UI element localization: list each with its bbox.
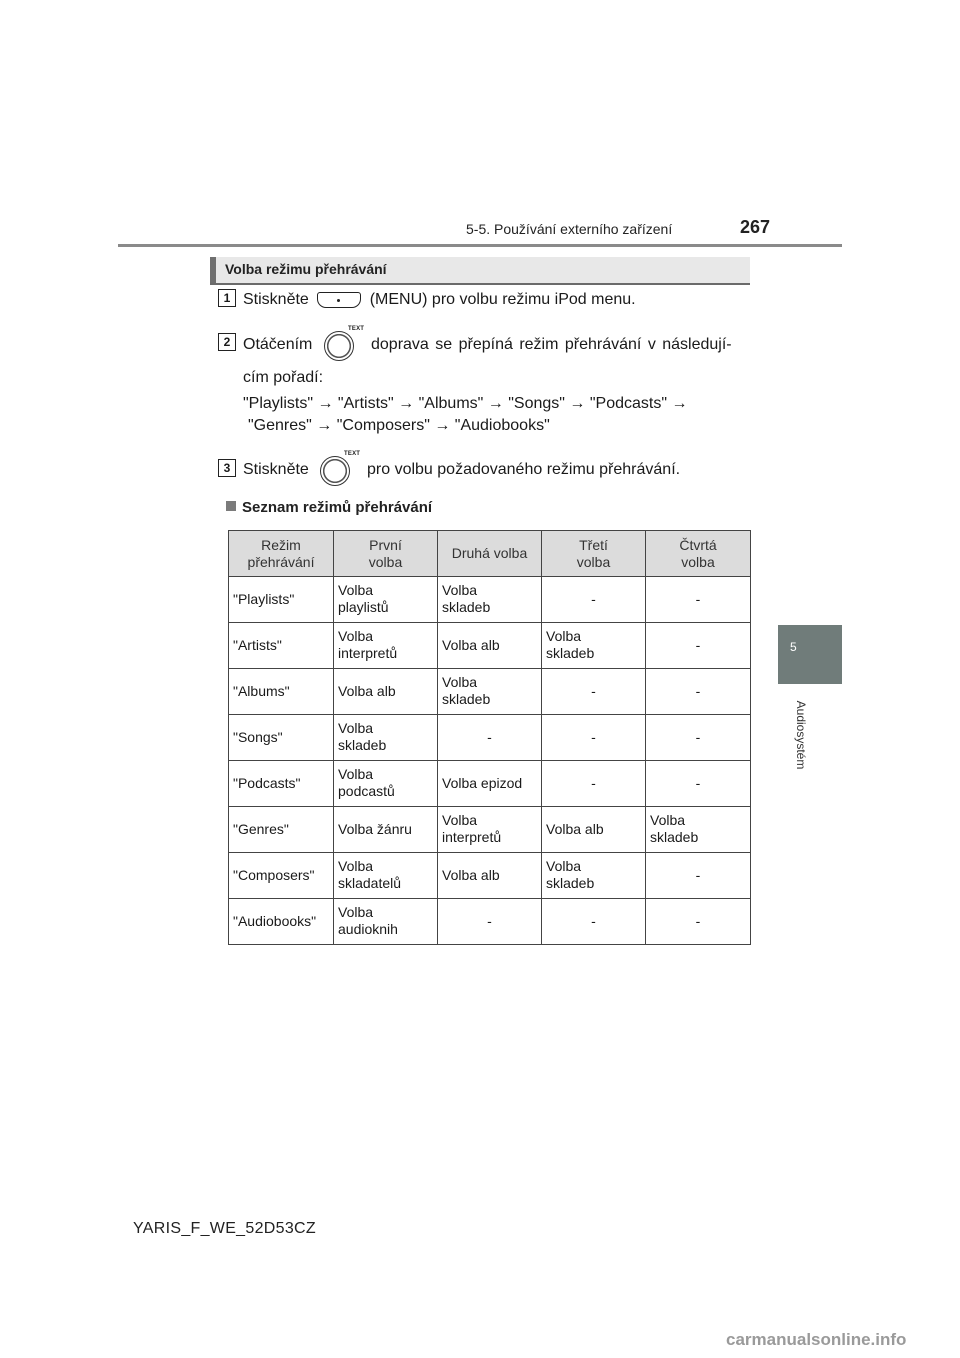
table-row bbox=[229, 623, 751, 669]
table-row bbox=[229, 899, 751, 945]
step-number-2: 2 bbox=[218, 333, 236, 351]
subheading-text: Seznam režimů přehrávání bbox=[242, 499, 433, 516]
step-1-after: (MENU) pro volbu režimu iPod menu. bbox=[369, 291, 636, 308]
mode-name-cell: "Playlists" bbox=[229, 577, 334, 623]
selection-cell: Volba alb bbox=[438, 623, 542, 669]
section-heading-bar bbox=[210, 257, 750, 285]
selection-cell: Volba alb bbox=[542, 807, 646, 853]
selection-cell: Volba epizod bbox=[438, 761, 542, 807]
selection-cell: - bbox=[646, 715, 751, 761]
selection-cell: Volba skladeb bbox=[542, 623, 646, 669]
selection-cell: - bbox=[542, 761, 646, 807]
selection-cell: Volba skladeb bbox=[542, 853, 646, 899]
selection-cell: Volba alb bbox=[334, 669, 438, 715]
mode-order-line-1: "Playlists" → "Artists" → "Albums" → "Songs" → "Podcasts" → bbox=[243, 395, 688, 412]
table-row bbox=[229, 577, 751, 623]
selection-cell: - bbox=[542, 669, 646, 715]
selection-cell: - bbox=[542, 715, 646, 761]
step-2-after: doprava se přepíná režim přehrávání v následují- bbox=[371, 336, 732, 353]
selection-cell: Volba interpretů bbox=[438, 807, 542, 853]
section-heading: Volba režimu přehrávání bbox=[225, 261, 387, 277]
step-2-before: Otáčením bbox=[243, 336, 313, 353]
selection-cell: Volba alb bbox=[438, 853, 542, 899]
selection-cell: Volba skladeb bbox=[334, 715, 438, 761]
selection-cell: - bbox=[646, 577, 751, 623]
subheading bbox=[226, 499, 432, 516]
selection-cell: - bbox=[542, 577, 646, 623]
page-number: 267 bbox=[740, 217, 771, 237]
selection-cell: Volba skladatelů bbox=[334, 853, 438, 899]
mode-name-cell: "Albums" bbox=[229, 669, 334, 715]
step-3-before: Stiskněte bbox=[243, 461, 309, 478]
table-header-cell: Třetí volba bbox=[542, 531, 646, 577]
mode-name-cell: "Audiobooks" bbox=[229, 899, 334, 945]
watermark: carmanualsonline.info bbox=[726, 1330, 907, 1349]
table-row bbox=[229, 669, 751, 715]
selection-cell: - bbox=[646, 669, 751, 715]
selection-cell: Volba žánru bbox=[334, 807, 438, 853]
table-header-cell: První volba bbox=[334, 531, 438, 577]
selection-cell: Volba skladeb bbox=[646, 807, 751, 853]
table-header-cell: Druhá volba bbox=[438, 531, 542, 577]
table-row bbox=[229, 761, 751, 807]
tune-knob-icon bbox=[324, 331, 354, 361]
knob-text-label: TEXT bbox=[344, 451, 361, 457]
mode-name-cell: "Podcasts" bbox=[229, 761, 334, 807]
chapter-number: 5 bbox=[790, 640, 797, 654]
table-row bbox=[229, 807, 751, 853]
chapter-tab bbox=[778, 625, 842, 684]
knob-text-label: TEXT bbox=[348, 326, 365, 332]
selection-cell: - bbox=[542, 899, 646, 945]
selection-cell: Volba playlistů bbox=[334, 577, 438, 623]
header-divider bbox=[118, 244, 842, 247]
selection-cell: Volba skladeb bbox=[438, 577, 542, 623]
table-row bbox=[229, 853, 751, 899]
step-number-3: 3 bbox=[218, 459, 236, 477]
tune-knob-icon bbox=[320, 456, 350, 486]
selection-cell: Volba skladeb bbox=[438, 669, 542, 715]
selection-cell: - bbox=[646, 761, 751, 807]
mode-name-cell: "Songs" bbox=[229, 715, 334, 761]
selection-cell: - bbox=[438, 899, 542, 945]
table-row bbox=[229, 715, 751, 761]
selection-cell: - bbox=[438, 715, 542, 761]
menu-button-icon bbox=[317, 292, 361, 308]
header-section-title: 5-5. Používání externího zařízení bbox=[466, 221, 673, 237]
step-number-1: 1 bbox=[218, 289, 236, 307]
table-header-cell: Čtvrtá volba bbox=[646, 531, 751, 577]
chapter-label: Audiosystém bbox=[794, 700, 808, 770]
mode-name-cell: "Composers" bbox=[229, 853, 334, 899]
document-code: YARIS_F_WE_52D53CZ bbox=[133, 1220, 316, 1237]
mode-order-line-2: "Genres" → "Composers" → "Audiobooks" bbox=[248, 417, 550, 434]
mode-name-cell: "Genres" bbox=[229, 807, 334, 853]
playback-mode-table bbox=[228, 530, 751, 945]
table-header-cell: Režim přehrávání bbox=[229, 531, 334, 577]
step-1-before: Stiskněte bbox=[243, 291, 309, 308]
table-header-row bbox=[229, 531, 751, 577]
step-1-text bbox=[243, 291, 636, 309]
selection-cell: Volba podcastů bbox=[334, 761, 438, 807]
step-2-line2: cím pořadí: bbox=[243, 369, 324, 386]
selection-cell: Volba interpretů bbox=[334, 623, 438, 669]
selection-cell: Volba audioknih bbox=[334, 899, 438, 945]
selection-cell: - bbox=[646, 899, 751, 945]
section-heading-accent bbox=[210, 257, 216, 283]
selection-cell: - bbox=[646, 853, 751, 899]
step-3-after: pro volbu požadovaného režimu přehrávání. bbox=[367, 461, 681, 478]
selection-cell: - bbox=[646, 623, 751, 669]
mode-name-cell: "Artists" bbox=[229, 623, 334, 669]
bullet-square-icon bbox=[226, 501, 236, 511]
